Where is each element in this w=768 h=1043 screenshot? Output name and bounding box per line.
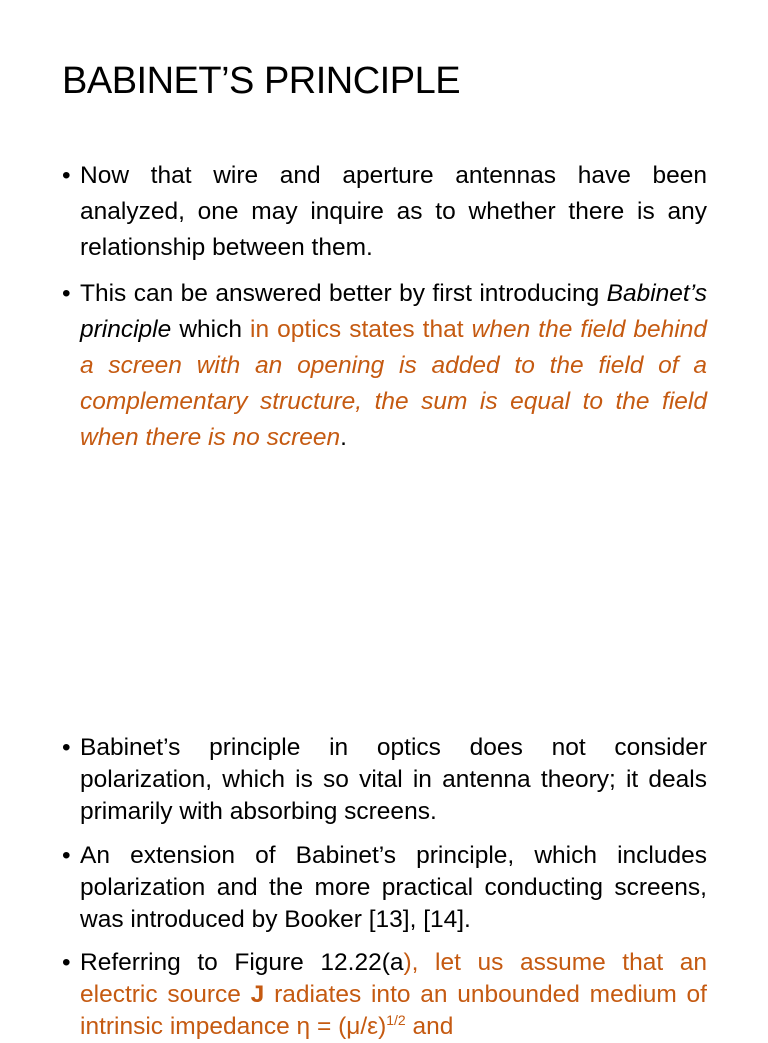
- current-symbol-J: J: [250, 981, 265, 1008]
- babinet-term: Babinet’s principle: [80, 280, 707, 343]
- and-text: and: [405, 1013, 454, 1040]
- bullet-marker: •: [62, 842, 71, 869]
- slide-title: BABINET’S PRINCIPLE: [62, 60, 461, 102]
- bullet-marker: •: [62, 280, 71, 307]
- bullet-babinet-definition: [62, 276, 707, 456]
- bullet-marker: •: [62, 949, 71, 976]
- bullet-marker: •: [62, 734, 71, 761]
- bullet-figure-reference: [62, 947, 707, 1043]
- bullet-booker-extension: [62, 840, 707, 936]
- bullet-polarization: [62, 732, 707, 828]
- bullet-lead-text: This can be answered better by first introducing: [80, 280, 607, 307]
- which-text: which: [171, 316, 251, 343]
- bullet-wire-aperture: [62, 158, 707, 266]
- bullet-text: An extension of Babinet’s principle, which includes polarization and the more practical conducting screens, was introduced by Booker [13], [14].: [80, 842, 707, 933]
- figure-ref-text: Referring to Figure 12.22(a: [80, 949, 404, 976]
- bullet-marker: •: [62, 162, 71, 189]
- bullet-text: Now that wire and aperture antennas have been analyzed, one may inquire as to whether there is any relationship between them.: [80, 162, 707, 261]
- exponent: 1/2: [386, 1011, 406, 1028]
- optics-states-text: in optics states that: [250, 316, 472, 343]
- bullet-text: [80, 276, 707, 456]
- period: .: [340, 424, 347, 451]
- bullet-text: Babinet’s principle in optics does not consider polarization, which is so vital in antenna theory; it deals primarily with absorbing screens.: [80, 734, 707, 825]
- bullet-text: [80, 947, 707, 1043]
- babinet-statement: when the field behind a screen with an opening is added to the field of a complementary structure, the sum is equal to the field when there is no screen: [80, 316, 707, 451]
- medium-text: radiates into an unbounded medium of intrinsic impedance η = (μ/ε): [80, 981, 707, 1040]
- assume-text: ), let us assume that an electric source: [80, 949, 708, 1008]
